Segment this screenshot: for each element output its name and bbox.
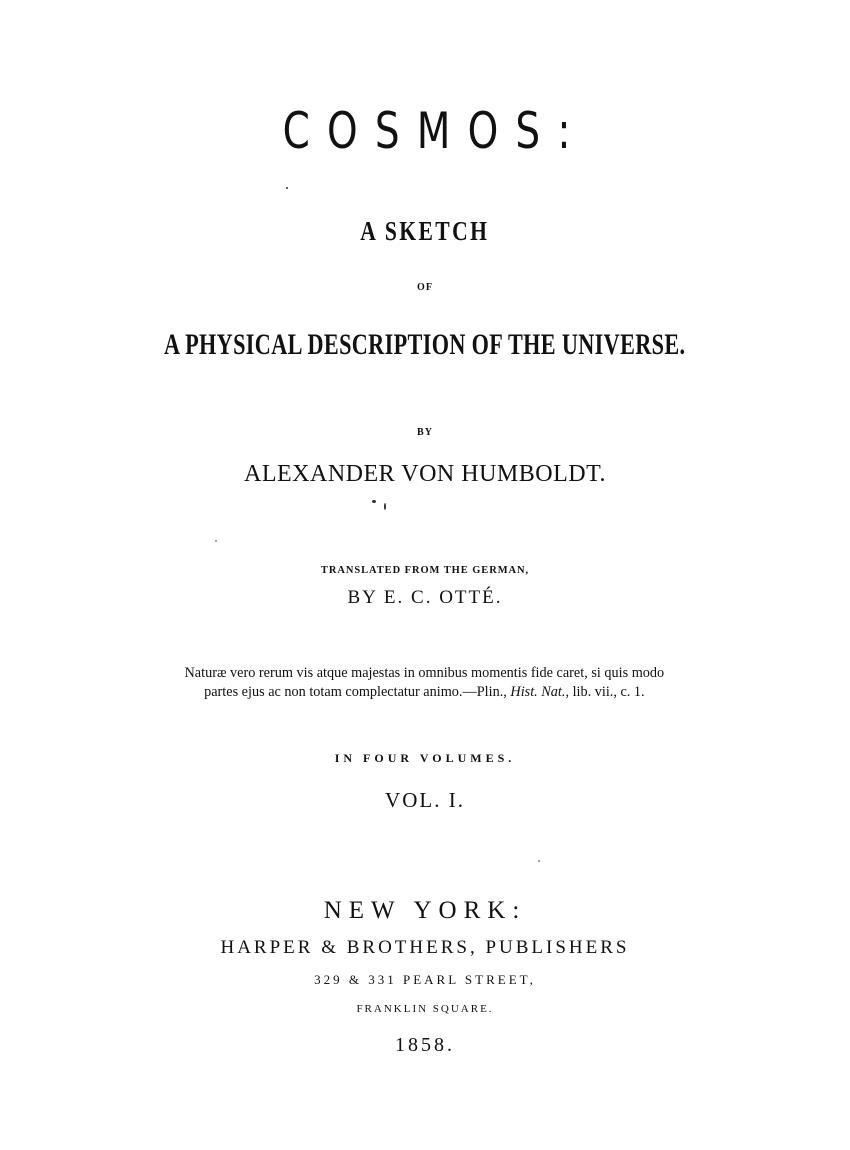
ink-speck xyxy=(538,860,540,862)
imprint-address: 329 & 331 PEARL STREET, xyxy=(314,972,536,987)
ink-speck xyxy=(286,187,288,189)
ink-speck xyxy=(384,503,386,510)
ink-speck xyxy=(372,500,376,503)
epigraph-line-2-suffix: , lib. vii., c. 1. xyxy=(565,684,645,700)
subtitle-line-1: A SKETCH xyxy=(360,216,490,246)
book-title: COSMOS: xyxy=(282,102,588,160)
epigraph xyxy=(21,664,829,702)
volume-count: IN FOUR VOLUMES. xyxy=(334,751,516,765)
epigraph-line-2-prefix: partes ejus ac non totam complectatur animo.—Plin., xyxy=(204,684,511,700)
imprint-square: FRANKLIN SQUARE. xyxy=(356,1003,494,1015)
translation-note: TRANSLATED FROM THE GERMAN, xyxy=(320,564,530,576)
epigraph-line-1: Naturæ vero rerum vis atque majestas in omnibus momentis fide caret, si quis modo xyxy=(184,665,665,681)
imprint-city: NEW YORK: xyxy=(323,897,527,924)
translator-name: BY E. C. OTTÉ. xyxy=(347,587,503,608)
subtitle-line-2: A PHYSICAL DESCRIPTION OF THE UNIVERSE. xyxy=(164,328,686,361)
ink-speck xyxy=(215,540,217,542)
subtitle-of: OF xyxy=(417,282,433,293)
author-name: ALEXANDER VON HUMBOLDT. xyxy=(244,461,606,487)
imprint-publisher: HARPER & BROTHERS, PUBLISHERS xyxy=(220,937,630,958)
volume-number: VOL. I. xyxy=(385,788,465,812)
epigraph-hist-nat: Hist. Nat. xyxy=(510,684,566,700)
epigraph-line-2 xyxy=(21,683,829,702)
imprint-year: 1858. xyxy=(395,1034,455,1056)
by-label: BY xyxy=(417,427,433,438)
